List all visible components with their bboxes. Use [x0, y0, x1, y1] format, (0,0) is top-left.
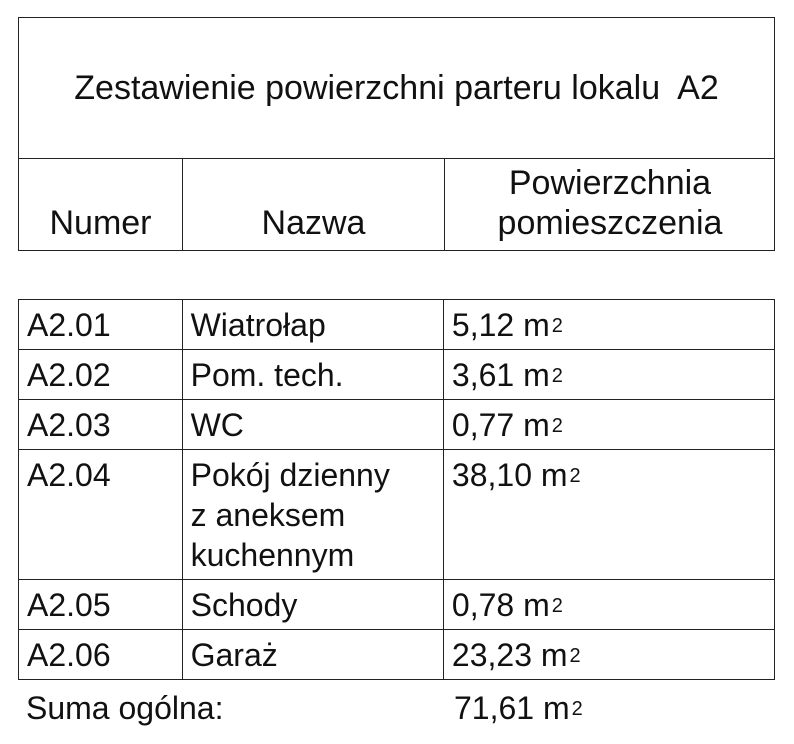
room-area-unit-exponent: 2	[551, 315, 563, 337]
room-name-line: Pom. tech.	[190, 357, 344, 393]
room-area-value: 23,23	[451, 637, 532, 673]
room-area	[444, 580, 774, 629]
room-name	[183, 580, 444, 629]
room-number: A2.01	[19, 300, 183, 349]
room-name-line: z aneksem	[190, 497, 346, 533]
room-name-line: kuchennym	[190, 537, 355, 573]
room-area-unit: m	[523, 407, 550, 443]
room-number: A2.06	[19, 630, 183, 679]
room-area-unit: m	[523, 357, 550, 393]
room-name	[183, 630, 444, 679]
header-number: Numer	[19, 159, 183, 251]
room-area	[444, 350, 774, 399]
room-area-unit-exponent: 2	[551, 365, 563, 387]
room-area-unit: m	[523, 587, 550, 623]
room-number: A2.02	[19, 350, 183, 399]
room-number: A2.03	[19, 400, 183, 449]
header-table	[18, 17, 775, 251]
room-area-value: 0,78	[451, 587, 515, 623]
room-area-unit-exponent: 2	[569, 645, 581, 667]
table-row	[19, 629, 774, 679]
room-area-unit: m	[540, 457, 568, 493]
room-area-unit-exponent: 2	[569, 465, 581, 487]
room-area-unit-exponent: 2	[551, 415, 563, 437]
summary-label: Suma ogólna:	[26, 690, 224, 726]
header-area-line2: pomieszczenia	[497, 204, 723, 242]
room-area-value: 3,61	[451, 357, 515, 393]
room-name-line: Schody	[190, 587, 298, 623]
room-name-line: Garaż	[190, 637, 278, 673]
room-area-value: 38,10	[451, 457, 532, 493]
header-area-line1: Powierzchnia	[508, 164, 712, 202]
header-name: Nazwa	[183, 159, 445, 251]
room-area-unit-exponent: 2	[551, 595, 563, 617]
room-name-line: Wiatrołap	[190, 307, 326, 343]
room-name	[183, 300, 444, 349]
room-number: A2.04	[19, 450, 183, 579]
room-name	[183, 400, 444, 449]
room-area-value: 5,12	[451, 307, 515, 343]
room-area-value: 0,77	[451, 407, 515, 443]
table-row	[19, 300, 774, 349]
rooms-table	[18, 299, 775, 680]
summary-area: 71,61 m $^2$	[454, 690, 583, 726]
table-row	[19, 579, 774, 629]
room-name-line: WC	[190, 407, 244, 443]
room-area	[444, 450, 774, 579]
room-name	[183, 450, 444, 579]
header-area	[445, 159, 775, 251]
table-row	[19, 349, 774, 399]
summary-row	[26, 688, 775, 732]
room-number: A2.05	[19, 580, 183, 629]
room-name	[183, 350, 444, 399]
room-name-line: Pokój dzienny	[190, 457, 390, 493]
room-area	[444, 630, 774, 679]
table-title: Zestawienie powierzchni parteru lokalu A2	[19, 18, 774, 159]
room-area	[444, 400, 774, 449]
room-area-unit: m	[540, 637, 568, 673]
room-area-unit: m	[523, 307, 550, 343]
table-row	[19, 399, 774, 449]
room-area	[444, 300, 774, 349]
table-row	[19, 449, 774, 579]
